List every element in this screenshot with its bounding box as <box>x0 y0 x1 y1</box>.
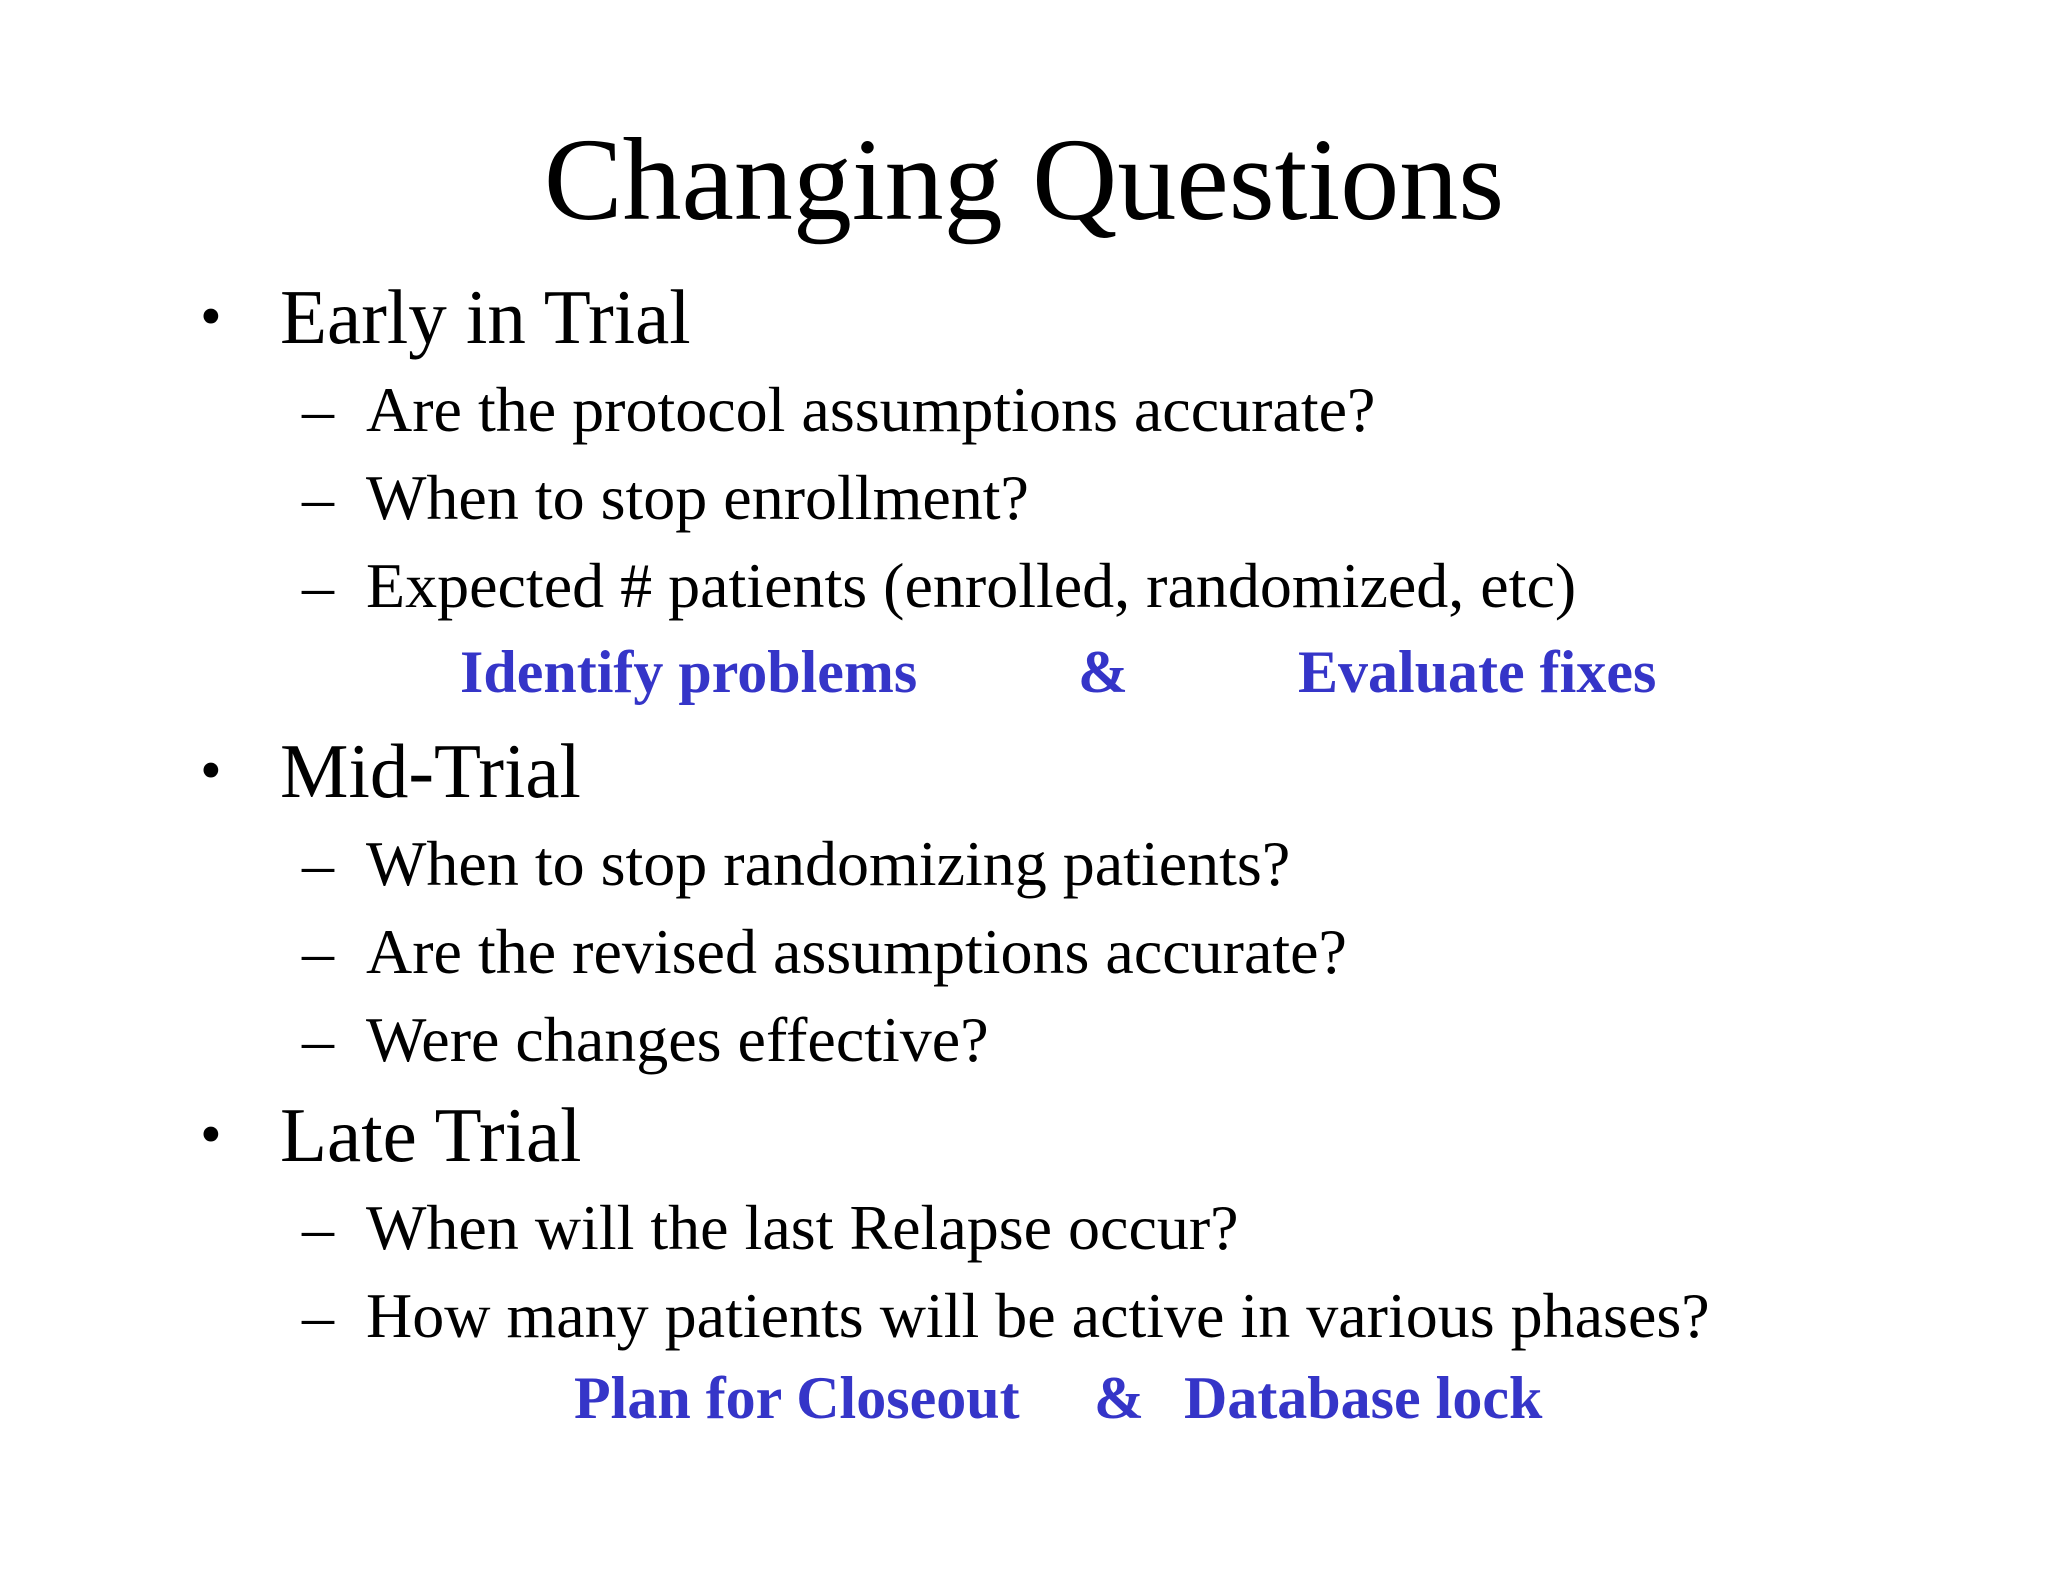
sub-bullet-text: When will the last Relapse occur? <box>366 1192 1239 1263</box>
note-evaluate-fixes: Evaluate fixes <box>1298 639 1657 705</box>
note-database-lock: Database lock <box>1184 1365 1543 1431</box>
dash-icon: – <box>302 550 334 621</box>
sub-bullet-text: Are the revised assumptions accurate? <box>366 916 1347 987</box>
slide-title: Changing Questions <box>543 114 1505 245</box>
bullet-icon: • <box>200 1101 222 1169</box>
sub-bullet-text: When to stop randomizing patients? <box>366 828 1291 899</box>
section-heading: Early in Trial <box>280 274 691 360</box>
sub-bullet-text: When to stop enrollment? <box>366 462 1029 533</box>
note-ampersand: & <box>1094 1365 1144 1431</box>
note-ampersand: & <box>1078 639 1128 705</box>
note-identify-problems: Identify problems <box>460 639 918 705</box>
sub-bullet-text: Were changes effective? <box>366 1004 989 1075</box>
dash-icon: – <box>302 462 334 533</box>
bullet-icon: • <box>200 737 222 805</box>
dash-icon: – <box>302 1004 334 1075</box>
section-heading: Late Trial <box>280 1092 582 1178</box>
dash-icon: – <box>302 916 334 987</box>
note-plan-for-closeout: Plan for Closeout <box>574 1365 1020 1431</box>
sub-bullet-text: Are the protocol assumptions accurate? <box>366 374 1376 445</box>
dash-icon: – <box>302 828 334 899</box>
dash-icon: – <box>302 1280 334 1351</box>
sub-bullet-text: How many patients will be active in various phases? <box>366 1280 1710 1351</box>
sub-bullet-text: Expected # patients (enrolled, randomized, etc) <box>366 550 1577 621</box>
dash-icon: – <box>302 1192 334 1263</box>
bullet-icon: • <box>200 283 222 351</box>
dash-icon: – <box>302 374 334 445</box>
section-heading: Mid-Trial <box>280 728 581 814</box>
